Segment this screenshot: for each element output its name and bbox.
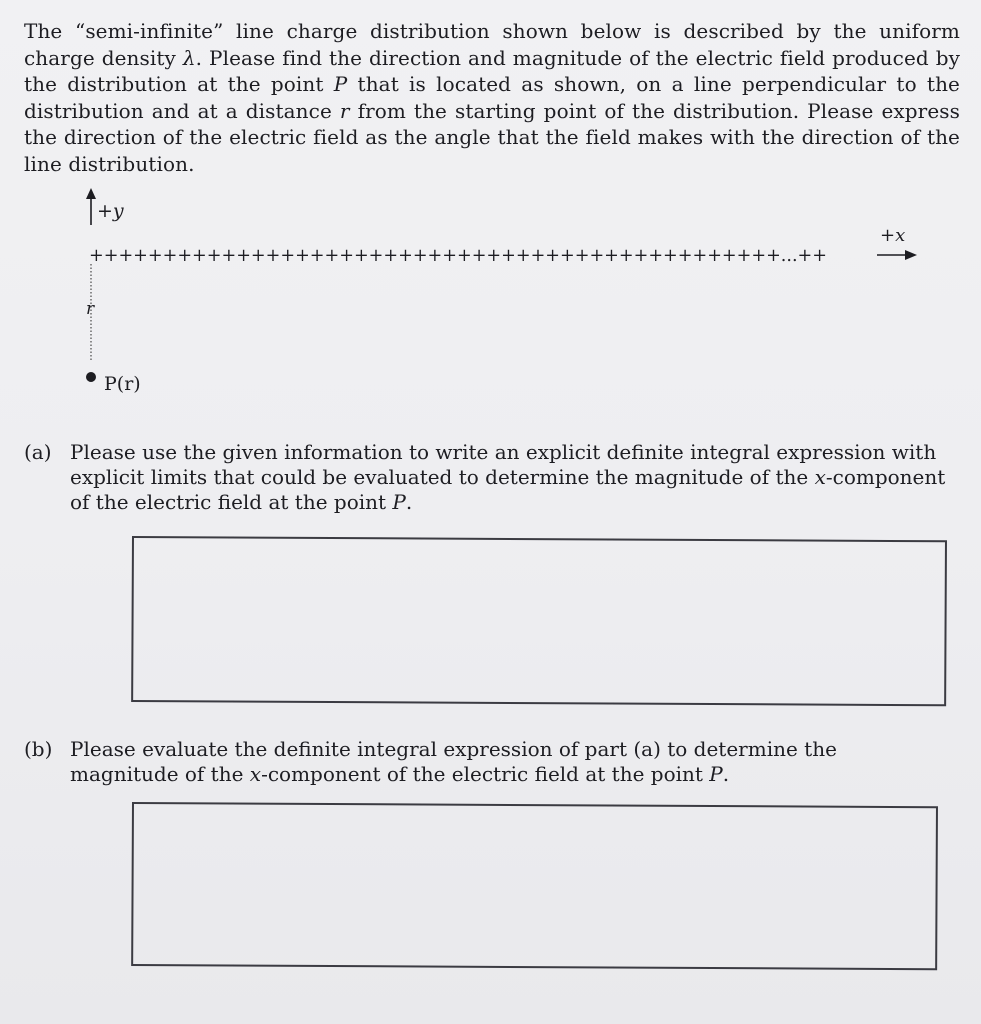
question-b-p-symbol: P	[709, 762, 723, 786]
point-p-symbol: P	[333, 72, 348, 96]
line-charge-diagram	[0, 180, 981, 410]
x-axis-label: +x	[880, 225, 906, 246]
intro-text-2: . Please find the direction and magnitude of the electric field produced by the distribution at the point	[24, 45, 961, 96]
question-b-text-2: -component of the electric field at the point	[261, 762, 710, 786]
question-a-text-1: Please use the given information to write an explicit definite integral expression with explicit limits that could be evaluated to determine the magnitude of the	[70, 440, 937, 489]
question-a-text-2: -component of the electric field at the point	[70, 465, 946, 514]
x-axis-arrowhead	[905, 250, 917, 260]
r-symbol: r	[339, 98, 350, 123]
y-axis-label: +y	[97, 200, 124, 222]
question-a-x-symbol: x	[814, 465, 826, 489]
question-a-text	[70, 440, 956, 515]
point-p-dot	[86, 372, 96, 382]
distance-label: r	[86, 299, 95, 319]
y-axis-arrowhead	[86, 188, 96, 199]
question-b-text-1: Please evaluate the definite integral expression of part (a) to determine the magnitude of the	[70, 737, 837, 786]
question-a-text-3: .	[405, 490, 413, 514]
lambda-symbol: λ	[182, 45, 196, 70]
problem-statement	[24, 18, 960, 177]
point-p-label: P(r)	[104, 373, 141, 395]
question-b-label: (b)	[24, 737, 53, 761]
answer-box-a[interactable]	[131, 536, 947, 706]
question-a-label: (a)	[24, 440, 52, 464]
intro-text-4: from the starting point of the distribution. Please express the direction of the electric field as the angle that the field makes with the direction of the line distribution.	[24, 98, 961, 176]
question-a-p-symbol: P	[392, 490, 406, 514]
intro-text-1: The “semi-infinite” line charge distribution shown below is described by the uniform charge density	[24, 19, 960, 70]
question-b-text	[70, 737, 944, 787]
question-b-text-3: .	[722, 762, 730, 786]
question-b-x-symbol: x	[249, 762, 262, 786]
intro-text-3: that is located as shown, on a line perpendicular to the distribution and at a distance	[24, 72, 960, 123]
answer-box-b[interactable]	[131, 802, 938, 970]
charge-distribution: +++++++++++++++++++++++++++++++++++++++++++++++...++	[89, 245, 827, 266]
